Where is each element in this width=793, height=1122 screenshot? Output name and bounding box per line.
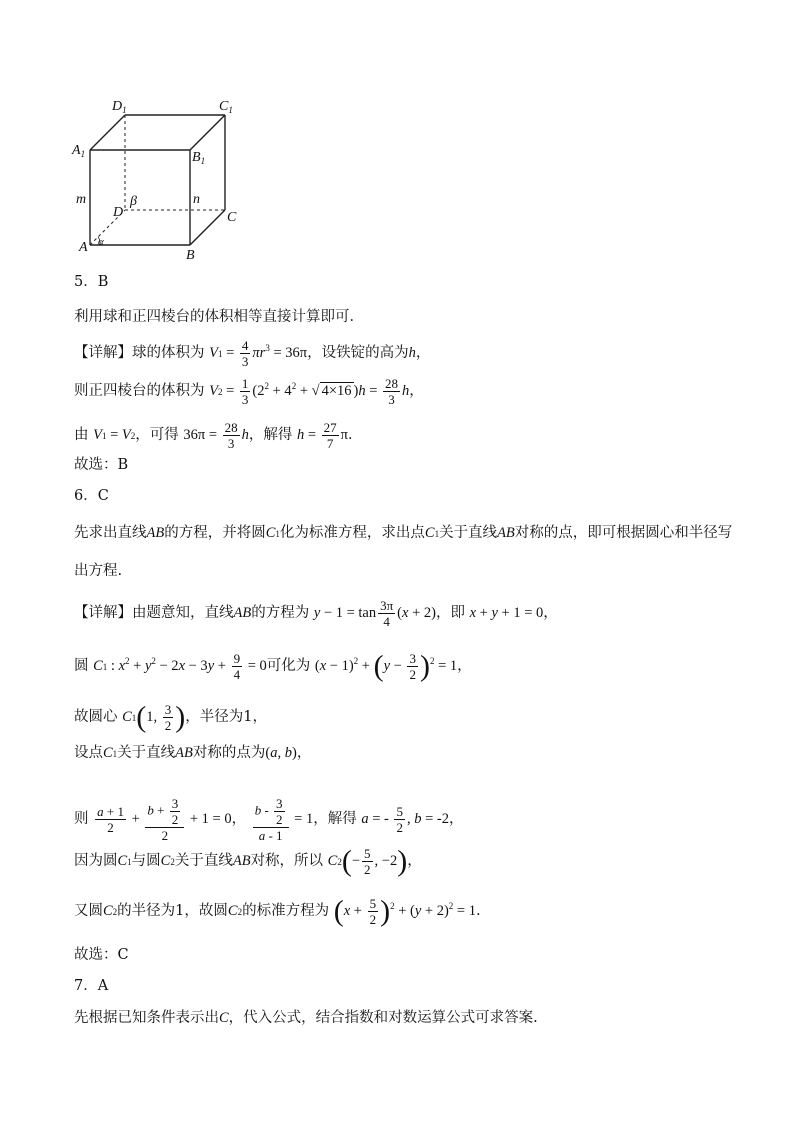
label-a1: $A_1$ xyxy=(72,143,86,159)
q6-analysis-line-1: 先求出直线AB的方程，并将圆C1化为标准方程，求出点C1关于直线AB对称的点，即可根据圆心和半径写 xyxy=(74,525,733,541)
q6-answer: 故选：C xyxy=(74,947,129,963)
label-beta: β xyxy=(130,194,137,209)
label-d: D xyxy=(113,205,124,220)
label-n: n xyxy=(193,192,200,207)
label-a: A xyxy=(79,240,88,255)
q6-detail-line-6: 因为圆C1与圆C2关于直线AB对称，所以 C2(− $\frac{5}{2}$ , −2)， xyxy=(74,844,422,878)
q7-header: 7．A xyxy=(74,978,109,994)
cube-figure xyxy=(70,95,250,265)
label-b: B xyxy=(186,248,195,263)
q7-analysis: 先根据已知条件表示出C，代入公式，结合指数和对数运算公式可求答案. xyxy=(74,1010,538,1026)
q6-header: 6．C xyxy=(74,488,109,504)
q5-header: 5．B xyxy=(74,274,109,290)
label-c: C xyxy=(227,210,237,225)
label-c1: $C_1$ xyxy=(219,99,233,115)
q5-answer: 故选：B xyxy=(74,457,129,473)
q6-detail-line-7: 又圆C2的半径为1，故圆C2的标准方程为 (x + $\frac{5}{2}$ )$^2 + (y + 2)^2 = 1$. xyxy=(74,894,481,928)
q6-detail-line-4: 设点C1关于直线AB对称的点为(a, b)， xyxy=(74,745,312,761)
q6-detail-line-3: 故圆心 C1(1, $\frac{3}{2}$ )，半径为1， xyxy=(74,700,268,734)
q6-analysis-line-2: 出方程. xyxy=(74,563,123,579)
q5-detail-line-3: 由 V1 = V2，可得 36π = $\frac{28}{3}$ h，解得 h = $\frac{27}{7}$ π． xyxy=(74,420,363,451)
label-alpha: α xyxy=(98,236,104,248)
label-d1: $D_1$ xyxy=(112,99,127,115)
q5-detail-line-2: 则正四棱台的体积为 V2 = $\frac{1}{3}$ ($2^2 + 4^2$ + √ 4×16 )h = $\frac{28}{3}$ h， xyxy=(74,376,424,407)
label-m: m xyxy=(76,192,87,207)
q6-detail-line-2: 圆 C1 : $x^2 + y^2 - 2x - 3y$ + $\frac{9}{4}$ = 0可化为 $(x - 1)^2 + (y$ − $\frac{3}{2}$ )$^2$ = 1， xyxy=(74,649,472,683)
edge-a1d1 xyxy=(90,115,125,150)
q6-detail-line-1: 【详解】由题意知，直线AB的方程为 y − 1 = tan $\frac{3\pi}{4}$ (x + 2)，即 x + y + 1 = 0， xyxy=(74,598,558,629)
edge-b1c1 xyxy=(190,115,225,150)
label-b1: $B_1$ xyxy=(192,150,206,166)
q5-detail-line-1: 【详解】球的体积为 V1 = $\frac{4}{3}$ $\pi r^3 = 36\pi$，设铁锭的高为h， xyxy=(74,338,431,369)
q5-analysis: 利用球和正四棱台的体积相等直接计算即可． xyxy=(74,309,364,325)
edge-bc xyxy=(190,210,225,245)
q6-detail-line-5: 则 $\frac{a + 1}{2}$ + b + $\frac{3}{2}$ 2 + 1 = 0， b - $\frac{3}{2}$ a - 1 = 1，解得 a = - $\frac{5}{2}$ , b = -2， xyxy=(74,796,464,843)
